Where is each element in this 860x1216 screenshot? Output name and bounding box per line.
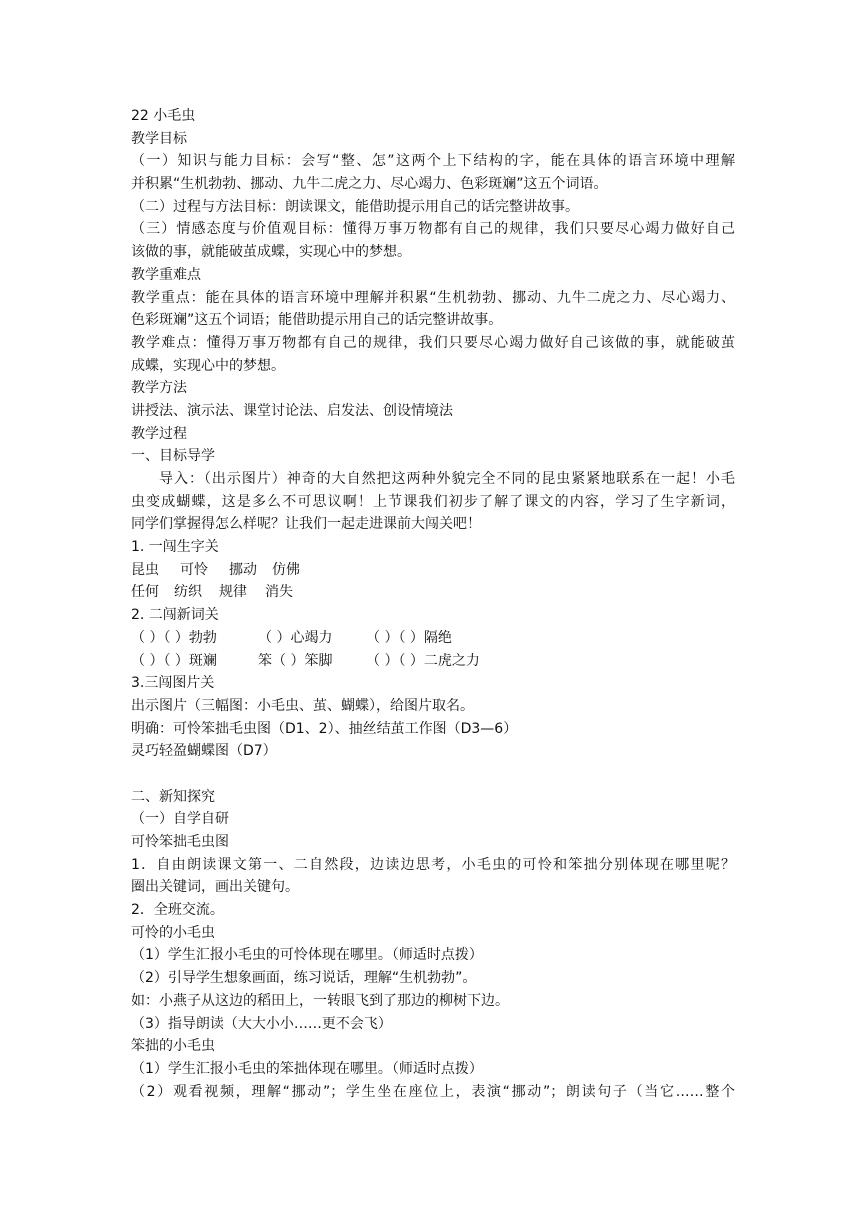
topic-pitiful-clumsy: 可怜笨拙毛虫图 (131, 834, 229, 850)
objective-1-line-2: 并积累“生机勃勃、挪动、九牛二虎之力、尽心竭力、色彩斑斓”这五个词语。 (131, 176, 608, 193)
clumsy-step-2: （2）观看视频，理解“挪动”；学生坐在座位上，表演“挪动”；朗读句子（当它……整个 (131, 1083, 735, 1100)
intro-line-3: 同学们掌握得怎么样呢？让我们一起走进课前大闯关吧！ (131, 516, 481, 533)
pass-2-heading: 2. 二闯新词关 (131, 607, 219, 624)
objective-3-line-2: 该做的事，就能破茧成蝶，实现心中的梦想。 (131, 244, 411, 261)
part-1-heading: 一、目标导学 (131, 448, 215, 465)
objective-3-line-1: （三）情感态度与价值观目标：懂得万事万物都有自己的规律，我们只要尽心竭力做好自己 (131, 221, 735, 238)
pass-1-heading: 1. 一闯生字关 (131, 539, 219, 556)
blank-line (131, 763, 735, 786)
section-heading-key-points: 教学重难点 (131, 266, 201, 283)
word: 挪动 (229, 561, 257, 578)
word: 可怜 (180, 561, 208, 578)
picture-answer-line-1: 明确：可怜笨拙毛虫图（D1、2）、抽丝结茧工作图（D3—6） (131, 720, 518, 737)
fill-blank: （ ）（ ）二虎之力 (366, 652, 480, 669)
fill-blank: 笨（ ）笨脚 (258, 652, 333, 669)
word: 规律 (219, 584, 247, 601)
question-2: 2．全班交流。 (131, 902, 224, 919)
fill-blank: （ ）（ ）斑斓 (131, 652, 217, 669)
question-1-line-2: 圈出关键词，画出关键句。 (131, 879, 299, 896)
methods-text: 讲授法、演示法、课堂讨论法、启发法、创设情境法 (131, 402, 453, 419)
subheading-pitiful: 可怜的小毛虫 (131, 924, 215, 941)
section-heading-process: 教学过程 (131, 425, 187, 442)
document-body (131, 105, 735, 1103)
fill-blank: （ ）心竭力 (258, 629, 333, 646)
fill-blank: （ ）（ ）勃勃 (131, 629, 217, 646)
word: 消失 (265, 584, 293, 601)
difficulty-line-1: 教学难点：懂得万事万物都有自己的规律，我们只要尽心竭力做好自己该做的事，就能破茧 (131, 334, 735, 351)
pitiful-step-3: （3）指导朗读（大大小小……更不会飞） (131, 1015, 392, 1032)
subheading-clumsy: 笨拙的小毛虫 (131, 1038, 215, 1055)
fill-blank: （ ）（ ）隔绝 (366, 629, 452, 646)
word-row-2 (131, 581, 735, 604)
key-point-line-2: 色彩斑斓”这五个词语；能借助提示用自己的话完整讲故事。 (131, 312, 503, 329)
intro-line-1: 导入：（出示图片）神奇的大自然把这两种外貌完全不同的昆虫紧紧地联系在一起！小毛 (159, 471, 735, 487)
difficulty-line-2: 成蝶，实现心中的梦想。 (131, 357, 285, 374)
part-2-heading: 二、新知探究 (131, 788, 215, 805)
section-heading-objectives: 教学目标 (131, 130, 187, 147)
key-point-line-1: 教学重点：能在具体的语言环境中理解并积累“生机勃勃、挪动、九牛二虎之力、尽心竭力、 (131, 289, 735, 306)
word: 仿佛 (272, 561, 300, 578)
pitiful-step-1: （1）学生汇报小毛虫的可怜体现在哪里。（师适时点拨） (131, 947, 483, 964)
word-row-1 (131, 559, 735, 582)
picture-instruction: 出示图片（三幅图：小毛虫、茧、蝴蝶），给图片取名。 (131, 697, 474, 714)
fill-row-1 (131, 627, 735, 650)
subsection-self-study: （一）自学自研 (131, 811, 229, 828)
clumsy-step-1: （1）学生汇报小毛虫的笨拙体现在哪里。（师适时点拨） (131, 1060, 483, 1077)
fill-row-2 (131, 650, 735, 673)
question-1-line-1: 1．自由朗读课文第一、二自然段，边读边思考，小毛虫的可怜和笨拙分别体现在哪里呢？ (131, 856, 735, 873)
picture-answer-line-2: 灵巧轻盈蝴蝶图（D7） (131, 743, 277, 760)
intro-line-2: 虫变成蝴蝶，这是多么不可思议啊！上节课我们初步了解了课文的内容，学习了生字新词， (131, 493, 735, 510)
lesson-title: 22 小毛虫 (131, 108, 196, 124)
pitiful-step-2: （2）引导学生想象画面，练习说话，理解“生机勃勃”。 (131, 970, 477, 987)
pass-3-heading: 3.三闯图片关 (131, 675, 215, 692)
pitiful-example: 如：小燕子从这边的稻田上，一转眼飞到了那边的柳树下边。 (131, 992, 509, 1009)
word: 纺织 (174, 584, 202, 601)
objective-1-line-1: （一）知识与能力目标：会写“整、怎”这两个上下结构的字，能在具体的语言环境中理解 (131, 153, 735, 170)
word: 任何 (131, 584, 159, 601)
section-heading-methods: 教学方法 (131, 380, 187, 397)
objective-2: （二）过程与方法目标：朗读课文，能借助提示用自己的话完整讲故事。 (131, 198, 579, 215)
word: 昆虫 (131, 561, 159, 578)
